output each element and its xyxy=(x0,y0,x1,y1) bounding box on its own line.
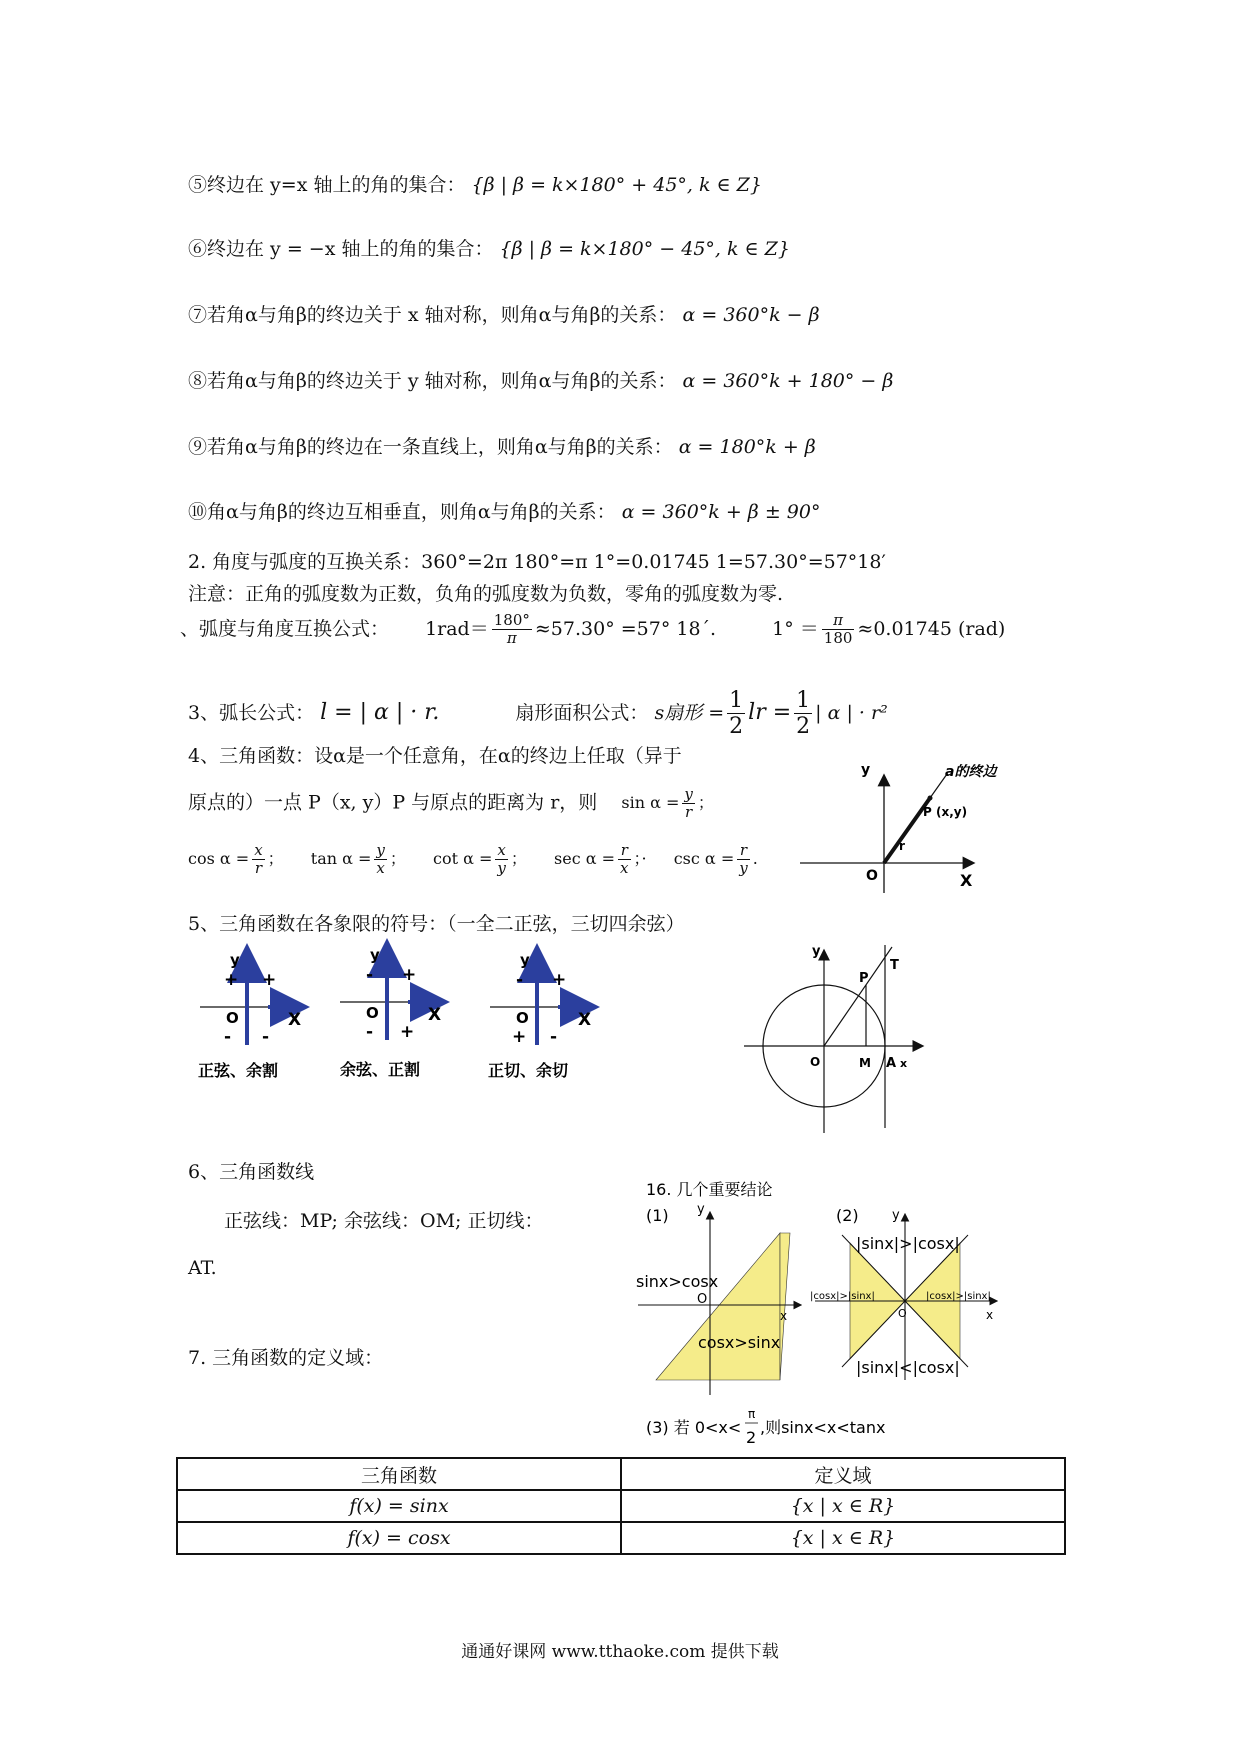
svg-text:,则sinx<x<tanx: ,则sinx<x<tanx xyxy=(760,1418,886,1437)
cos-def: cos α = $\frac{x}{r}$ ； xyxy=(188,841,284,878)
svg-text:y: y xyxy=(520,951,530,969)
label-o: O xyxy=(866,868,878,884)
svg-text:x: x xyxy=(780,1309,788,1323)
deg-fraction: $\frac{\pi}{180}$ xyxy=(823,611,853,648)
rad-fraction: $\frac{180^\circ}{\pi}$ xyxy=(493,611,530,648)
cell-domain: {x | x ∈ R} xyxy=(621,1522,1065,1554)
terminal-ray-circle xyxy=(824,947,892,1046)
label-sin-gt-cos: sinx>cosx xyxy=(636,1272,719,1291)
sec3 xyxy=(188,688,888,740)
area-mid: lr = xyxy=(748,699,792,725)
svg-text:y: y xyxy=(370,946,380,964)
svg-text:O: O xyxy=(697,1292,708,1307)
svg-text:O: O xyxy=(226,1009,239,1027)
area-suffix: | α | · r² xyxy=(815,701,888,724)
conclusion-3 xyxy=(646,1407,885,1447)
sec5-title: 5、三角函数在各象限的符号：（一全二正弦，三切四余弦） xyxy=(188,913,685,935)
svg-text:O: O xyxy=(366,1004,379,1022)
label-abs-sin-lt-cos: |sinx|<|cosx| xyxy=(856,1358,960,1377)
rad-prefix: 1rad＝ xyxy=(425,617,489,640)
label-abs-cos-gt-sin-left: |cosx|>|sinx| xyxy=(810,1291,875,1302)
svg-text:+: + xyxy=(262,970,277,990)
unit-circle-figure xyxy=(740,935,930,1135)
svg-text:X: X xyxy=(288,1010,302,1030)
svg-text:T: T xyxy=(890,958,899,973)
rad-suffix: ≈57.30° =57° 18´. xyxy=(534,617,717,640)
line-10-formula: α = 360°k + β ± 90° xyxy=(621,501,821,523)
svg-text:y: y xyxy=(892,1208,900,1223)
quadrant-signs-figure xyxy=(190,945,630,1090)
line-9-text: ⑨若角α与角β的终边在一条直线上，则角α与角β的关系： xyxy=(188,436,673,458)
svg-text:π: π xyxy=(748,1407,756,1421)
area-half-1: $\frac{1}{2}$ xyxy=(729,688,744,740)
svg-text:-: - xyxy=(550,1027,558,1047)
deg-prefix: 1° ＝ xyxy=(772,617,819,640)
svg-text:O: O xyxy=(898,1307,907,1320)
arc-formula: l = | α | · r. xyxy=(320,699,440,725)
cell-domain: {x | x ∈ R} xyxy=(621,1490,1065,1522)
svg-text:A: A xyxy=(886,1056,897,1071)
trig-defs xyxy=(188,842,758,878)
sec6-title: 6、三角函数线 xyxy=(188,1161,315,1183)
label-abs-cos-gt-sin-right: |cosx|>|sinx| xyxy=(926,1291,991,1302)
line-10-text: ⑩角α与角β的终边互相垂直，则角α与角β的关系： xyxy=(188,501,616,523)
svg-text:O: O xyxy=(516,1009,529,1027)
line-6-formula: {β | β = k×180° − 45°, k ∈ Z} xyxy=(499,238,790,260)
quadrant-diagram-3 xyxy=(488,951,591,1080)
caption-sin-csc: 正弦、余割 xyxy=(198,1061,279,1080)
sec2-note: 注意：正角的弧度数为正数，负角的弧度数为负数，零角的弧度数为零. xyxy=(188,583,784,605)
table-header-row xyxy=(177,1458,1065,1490)
svg-text:y: y xyxy=(697,1202,705,1217)
caption-cos-sec: 余弦、正割 xyxy=(340,1060,421,1079)
svg-text:(3) 若 0<x<: (3) 若 0<x< xyxy=(646,1418,742,1437)
svg-text:x: x xyxy=(900,1057,908,1070)
sec4-line2-text: 原点的）一点 P（x, y）P 与原点的距离为 r，则 xyxy=(188,791,598,814)
domain-table xyxy=(176,1457,1066,1555)
svg-text:-: - xyxy=(224,1027,232,1047)
svg-text:+: + xyxy=(552,970,567,990)
line-9-formula: α = 180°k + β xyxy=(678,436,816,458)
svg-text:-: - xyxy=(366,1022,374,1042)
cell-function: f(x) = cosx xyxy=(177,1522,621,1554)
svg-text:(1): (1) xyxy=(646,1206,669,1225)
cot-def: cot α = $\frac{x}{y}$ ； xyxy=(433,841,527,878)
sec2-line1: 2. 角度与弧度的互换关系：360°=2π 180°=π 1°=0.01745 1=57.30°=57°18′ xyxy=(188,551,886,573)
label-abs-sin-gt-cos: |sinx|>|cosx| xyxy=(856,1234,960,1253)
area-half-2: $\frac{1}{2}$ xyxy=(796,688,811,740)
sec6-line: 正弦线：MP; 余弦线：OM; 正切线： xyxy=(224,1210,544,1232)
svg-text:O: O xyxy=(810,1055,821,1069)
line-9 xyxy=(188,432,816,459)
line-6 xyxy=(188,234,790,261)
quadrant-diagram-2 xyxy=(340,946,441,1079)
table-row xyxy=(177,1490,1065,1522)
svg-text:X: X xyxy=(428,1005,442,1025)
table-row xyxy=(177,1522,1065,1554)
svg-text:+: + xyxy=(402,965,417,985)
header-function: 三角函数 xyxy=(177,1458,621,1490)
svg-text:-: - xyxy=(262,1027,270,1047)
terminal-side-figure xyxy=(795,760,997,895)
conv-label: 、弧度与角度互换公式： xyxy=(180,617,390,640)
svg-text:2: 2 xyxy=(746,1428,757,1447)
line-8-formula: α = 360°k + 180° − β xyxy=(682,370,894,392)
footer: 通通好课网 www.tthaoke.com 提供下载 xyxy=(461,1642,779,1662)
sec6-at: AT. xyxy=(188,1257,217,1279)
sec7-title: 7. 三角函数的定义域： xyxy=(188,1347,384,1369)
label-x: X xyxy=(960,871,973,890)
svg-text:+: + xyxy=(224,970,239,990)
label-r: r xyxy=(899,839,905,853)
line-7 xyxy=(188,300,820,327)
fig16-title: 16. 几个重要结论 xyxy=(646,1180,773,1199)
svg-text:M: M xyxy=(859,1056,871,1070)
svg-text:x: x xyxy=(986,1308,994,1322)
deg-suffix: ≈0.01745 (rad) xyxy=(857,617,1006,640)
tan-def: tan α = $\frac{y}{x}$ ； xyxy=(310,841,406,878)
svg-text:+: + xyxy=(400,1022,415,1042)
svg-text:X: X xyxy=(578,1010,592,1030)
sec2-conversion xyxy=(180,612,1005,648)
area-label: 扇形面积公式： xyxy=(515,701,649,724)
cell-function: f(x) = sinx xyxy=(177,1490,621,1522)
area-prefix: s扇形 = xyxy=(654,701,725,724)
line-7-text: ⑦若角α与角β的终边关于 x 轴对称，则角α与角β的关系： xyxy=(188,304,677,326)
line-5 xyxy=(188,170,762,197)
label-terminal-side: a的终边 xyxy=(945,764,997,780)
important-conclusions-figure xyxy=(630,1175,1020,1450)
label-p: P (x,y) xyxy=(923,805,968,819)
quadrant-diagram-1 xyxy=(198,951,301,1080)
csc-def: csc α = $\frac{r}{y}$ . xyxy=(673,841,758,878)
svg-text:-: - xyxy=(516,970,524,990)
line-7-formula: α = 360°k − β xyxy=(682,304,820,326)
label-y: y xyxy=(861,762,871,778)
svg-text:P: P xyxy=(859,971,869,986)
point-p xyxy=(928,796,933,801)
line-8 xyxy=(188,366,893,393)
sin-def: sin α = $\frac{y}{r}$ ； xyxy=(621,785,714,822)
line-6-text: ⑥终边在 y = −x 轴上的角的集合： xyxy=(188,238,494,260)
svg-text:y: y xyxy=(230,951,240,969)
sec4-line2 xyxy=(188,786,714,822)
header-domain: 定义域 xyxy=(621,1458,1065,1490)
svg-text:-: - xyxy=(366,965,374,985)
line-5-formula: {β | β = k×180° + 45°, k ∈ Z} xyxy=(471,174,762,196)
line-8-text: ⑧若角α与角β的终边关于 y 轴对称，则角α与角β的关系： xyxy=(188,370,677,392)
caption-tan-cot: 正切、余切 xyxy=(488,1061,569,1080)
conclusion-graph-1 xyxy=(636,1202,800,1395)
svg-text:(2): (2) xyxy=(836,1206,859,1225)
svg-text:y: y xyxy=(812,944,821,959)
sec4-line1: 4、三角函数：设α是一个任意角，在α的终边上任取（异于 xyxy=(188,745,682,767)
line-10 xyxy=(188,497,820,524)
label-cos-gt-sin: cosx>sinx xyxy=(698,1333,781,1352)
conclusion-graph-2 xyxy=(810,1206,996,1380)
sin-vs-cos-region xyxy=(656,1233,780,1380)
line-5-text: ⑤终边在 y=x 轴上的角的集合： xyxy=(188,174,466,196)
svg-text:+: + xyxy=(512,1027,527,1047)
arc-label: 3、弧长公式： xyxy=(188,701,315,724)
sec-def: sec α = $\frac{r}{x}$ ；· xyxy=(554,841,647,878)
